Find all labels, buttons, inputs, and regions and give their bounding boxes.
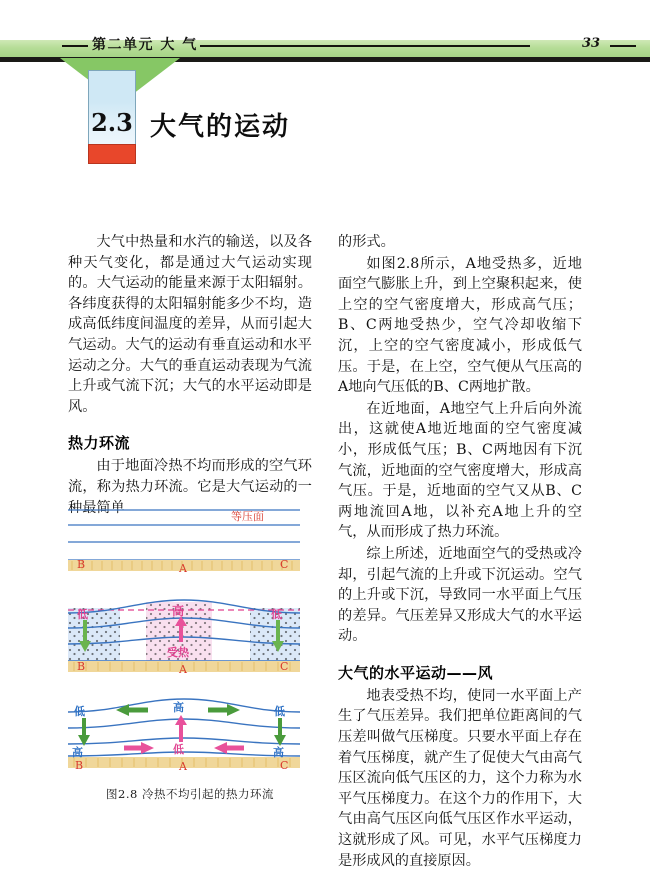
figure-panel-heated (68, 594, 300, 678)
lower-inflow-right-arrow (214, 742, 244, 754)
header-unit-title: 第二单元 大 气 (92, 34, 198, 54)
svg-text:C: C (280, 558, 289, 571)
svg-text:低: 低 (74, 705, 85, 718)
figure-2-8 (68, 498, 312, 802)
page-number: 33 (582, 36, 601, 51)
svg-text:高: 高 (172, 604, 185, 618)
right-downdraft-arrow (274, 718, 286, 746)
left-column (68, 232, 312, 519)
svg-text:A: A (179, 562, 187, 575)
section-number: 2.3 (91, 108, 133, 137)
svg-text:受热: 受热 (167, 646, 189, 659)
subheading-horizontal-motion-wind: 大气的水平运动——风 (338, 663, 494, 682)
svg-text:A: A (179, 663, 187, 676)
svg-text:高: 高 (173, 701, 184, 714)
page-header (0, 18, 650, 60)
header-rule-right (610, 45, 636, 47)
paragraph: 由于地面冷热不均而形成的空气环流，称为热力环流。它是大气运动的一种最简单 (68, 458, 312, 516)
badge-red-bar (88, 144, 136, 164)
paragraph: 综上所述，近地面空气的受热或冷却，引起气流的上升或下沉运动。空气的上升或下沉，导致同一水平面上气压的差异。气压差异又形成大气的水平运动。 (338, 545, 582, 645)
lower-inflow-left-arrow (124, 742, 154, 754)
figure-panel-circulation (68, 690, 300, 774)
header-rule-middle (200, 45, 530, 47)
subheading-thermal-circulation: 热力环流 (68, 434, 131, 453)
svg-text:B: B (77, 660, 86, 673)
svg-text:A: A (179, 760, 187, 773)
section-title: 大气的运动 (150, 112, 291, 142)
svg-text:B: B (75, 759, 84, 772)
svg-text:低: 低 (274, 705, 285, 718)
svg-text:高: 高 (273, 746, 284, 759)
svg-text:低: 低 (271, 608, 282, 621)
right-column (338, 232, 582, 872)
figure-panel-uniform (68, 498, 300, 582)
svg-text:C: C (280, 660, 289, 673)
svg-text:C: C (280, 759, 289, 772)
isobar-label: 等压面 (231, 510, 264, 523)
paragraph-continued: 的形式。 (338, 234, 395, 250)
svg-text:高: 高 (72, 746, 83, 759)
upper-outflow-right-arrow (208, 704, 240, 716)
svg-text:低: 低 (173, 743, 184, 756)
paragraph: 在近地面，A地空气上升后向外流出，这就使A地近地面的空气密度减小，形成低气压；B、C两地因有下沉气流，近地面的空气密度增大，形成高气压。于是，近地面的空气又从B、C两地流回A地，以补充A地上升的空气，从而形成了热力环流。 (338, 400, 582, 541)
left-downdraft-arrow (78, 718, 90, 746)
svg-text:低: 低 (77, 608, 88, 621)
header-rule-left (62, 45, 88, 47)
paragraph: 大气中热量和水汽的输送，以及各种天气变化，都是通过大气运动实现的。大气运动的能量来源于太阳辐射。各纬度获得的太阳辐射能多少不均，造成高低纬度间温度的差异，从而引起大气运动。大气的运动有垂直运动和水平运动之分。大气的垂直运动表现为气流上升或气流下沉；大气的水平运动即是风。 (68, 234, 312, 415)
paragraph: 地表受热不均，使同一水平面上产生了气压差异。我们把单位距离间的气压差叫做气压梯度。只要水平面上存在着气压梯度，就产生了促使大气由高气压区流向低气压区的力，这个力称为水平气压梯度力。在这个力的作用下，大气由高气压区向低气压区作水平运动，这就形成了风。可见，水平气压梯度力是形成风的直接原因。 (338, 687, 582, 869)
upper-outflow-left-arrow (116, 704, 148, 716)
paragraph: 如图2.8所示，A地受热多，近地面空气膨胀上升，到上空聚积起来，使上空的空气密度增大，形成高气压；B、C两地受热少，空气冷却收缩下沉，上空的空气密度减小，形成低气压。于是，在上空，空气便从气压高的A地向气压低的B、C两地扩散。 (338, 255, 582, 396)
figure-caption: 图2.8 冷热不均引起的热力环流 (106, 787, 274, 801)
svg-text:B: B (77, 558, 86, 571)
